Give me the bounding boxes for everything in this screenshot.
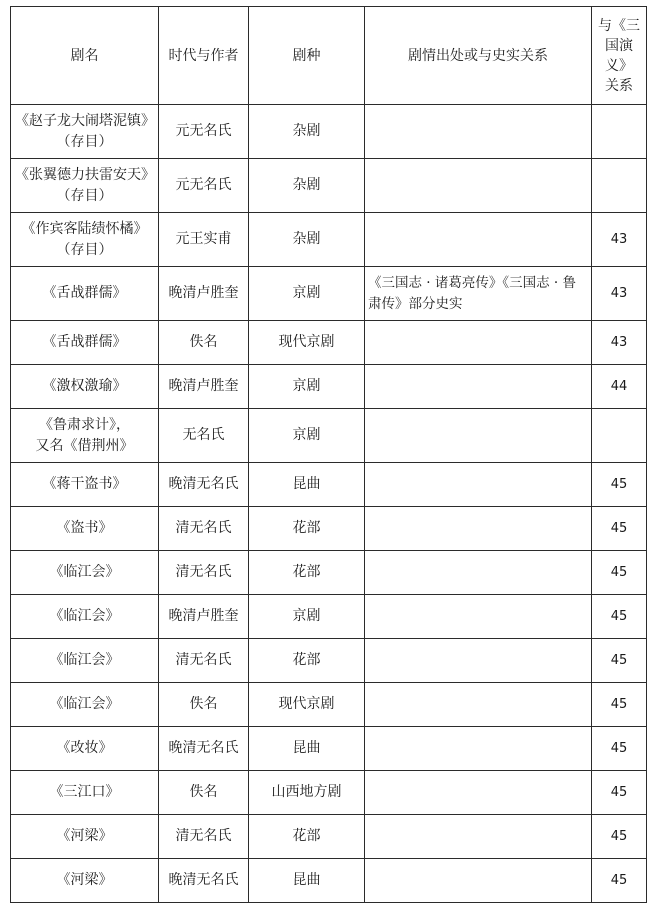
header-genre: 剧种: [249, 7, 365, 105]
cell-source: [365, 105, 592, 159]
cell-relation: 45: [592, 551, 647, 595]
cell-genre: 京剧: [249, 595, 365, 639]
cell-relation: [592, 105, 647, 159]
cell-author: 晚清无名氏: [159, 463, 249, 507]
cell-title: [11, 409, 159, 463]
cell-genre: 花部: [249, 639, 365, 683]
cell-author: 元无名氏: [159, 105, 249, 159]
header-relation-line: 国演: [605, 37, 633, 54]
cell-source: 《三国志 · 诸葛亮传》《三国志 · 鲁肃传》部分史实: [365, 267, 592, 321]
table-row: [11, 683, 647, 727]
cell-source: [365, 507, 592, 551]
title-line: 《张翼德力扶雷安天》: [15, 166, 155, 183]
header-relation: [592, 7, 647, 105]
table-row: [11, 267, 647, 321]
cell-relation: [592, 159, 647, 213]
cell-relation: 45: [592, 683, 647, 727]
cell-author: 元无名氏: [159, 159, 249, 213]
cell-title: 《激权激瑜》: [11, 365, 159, 409]
header-source: 剧情出处或与史实关系: [365, 7, 592, 105]
cell-author: 佚名: [159, 321, 249, 365]
cell-author: 佚名: [159, 683, 249, 727]
table-header-row: [11, 7, 647, 105]
cell-genre: 杂剧: [249, 159, 365, 213]
table-row: [11, 105, 647, 159]
table-row: [11, 595, 647, 639]
header-relation-line: 关系: [605, 77, 633, 94]
cell-relation: 45: [592, 771, 647, 815]
cell-title: [11, 159, 159, 213]
title-line: （存目）: [56, 241, 113, 258]
cell-relation: 45: [592, 859, 647, 903]
cell-relation: 43: [592, 213, 647, 267]
cell-source: [365, 639, 592, 683]
cell-relation: 44: [592, 365, 647, 409]
cell-author: 晚清无名氏: [159, 859, 249, 903]
cell-author: 清无名氏: [159, 815, 249, 859]
title-line: （存目）: [56, 133, 113, 150]
cell-source: [365, 859, 592, 903]
table-row: [11, 365, 647, 409]
cell-title: 《舌战群儒》: [11, 267, 159, 321]
cell-title: 《河梁》: [11, 815, 159, 859]
header-relation-line: 义》: [605, 57, 633, 74]
cell-genre: 昆曲: [249, 859, 365, 903]
cell-author: 清无名氏: [159, 639, 249, 683]
cell-genre: 花部: [249, 507, 365, 551]
table-row: [11, 321, 647, 365]
table-row: [11, 815, 647, 859]
cell-genre: 京剧: [249, 365, 365, 409]
cell-source: [365, 365, 592, 409]
cell-title: 《蒋干盗书》: [11, 463, 159, 507]
cell-relation: 45: [592, 463, 647, 507]
table-row: [11, 639, 647, 683]
cell-title: [11, 213, 159, 267]
cell-relation: 45: [592, 815, 647, 859]
cell-source: [365, 551, 592, 595]
table-row: [11, 727, 647, 771]
table-row: [11, 463, 647, 507]
table-row: [11, 771, 647, 815]
cell-title: 《临江会》: [11, 595, 159, 639]
cell-source: [365, 463, 592, 507]
cell-title: 《临江会》: [11, 639, 159, 683]
cell-source: [365, 213, 592, 267]
cell-author: 清无名氏: [159, 551, 249, 595]
table-row: [11, 213, 647, 267]
cell-title: [11, 105, 159, 159]
cell-title: 《舌战群儒》: [11, 321, 159, 365]
cell-source: [365, 815, 592, 859]
cell-genre: 花部: [249, 815, 365, 859]
cell-author: 晚清卢胜奎: [159, 267, 249, 321]
cell-title: 《河梁》: [11, 859, 159, 903]
cell-author: 晚清卢胜奎: [159, 365, 249, 409]
cell-title: 《改妆》: [11, 727, 159, 771]
cell-genre: 杂剧: [249, 213, 365, 267]
opera-table: [10, 6, 647, 903]
cell-title: 《临江会》: [11, 683, 159, 727]
cell-genre: 京剧: [249, 267, 365, 321]
cell-author: 无名氏: [159, 409, 249, 463]
cell-author: 佚名: [159, 771, 249, 815]
cell-title: 《盗书》: [11, 507, 159, 551]
table-row: [11, 159, 647, 213]
table-row: [11, 859, 647, 903]
header-title: 剧名: [11, 7, 159, 105]
cell-genre: 昆曲: [249, 463, 365, 507]
cell-source: [365, 595, 592, 639]
title-line: 又名《借荆州》: [35, 437, 134, 454]
cell-relation: 45: [592, 727, 647, 771]
cell-relation: 45: [592, 595, 647, 639]
cell-genre: 现代京剧: [249, 683, 365, 727]
cell-source: [365, 771, 592, 815]
header-author: 时代与作者: [159, 7, 249, 105]
title-line: 《鲁肃求计》，: [39, 416, 130, 433]
header-relation-line: 与《三: [598, 17, 640, 34]
cell-genre: 山西地方剧: [249, 771, 365, 815]
cell-relation: [592, 409, 647, 463]
cell-source: [365, 683, 592, 727]
title-line: 《赵子龙大闹塔泥镇》: [15, 112, 155, 129]
cell-genre: 现代京剧: [249, 321, 365, 365]
cell-relation: 43: [592, 267, 647, 321]
cell-genre: 京剧: [249, 409, 365, 463]
table-row: [11, 551, 647, 595]
cell-author: 元王实甫: [159, 213, 249, 267]
title-line: （存目）: [56, 187, 113, 204]
table-row: [11, 409, 647, 463]
cell-relation: 45: [592, 507, 647, 551]
cell-source: [365, 727, 592, 771]
cell-genre: 昆曲: [249, 727, 365, 771]
table-row: [11, 507, 647, 551]
cell-source: [365, 409, 592, 463]
cell-author: 清无名氏: [159, 507, 249, 551]
cell-genre: 花部: [249, 551, 365, 595]
cell-source: [365, 159, 592, 213]
cell-title: 《三江口》: [11, 771, 159, 815]
cell-title: 《临江会》: [11, 551, 159, 595]
cell-genre: 杂剧: [249, 105, 365, 159]
cell-relation: 45: [592, 639, 647, 683]
cell-relation: 43: [592, 321, 647, 365]
cell-author: 晚清卢胜奎: [159, 595, 249, 639]
cell-source: [365, 321, 592, 365]
title-line: 《作宾客陆绩怀橘》: [21, 220, 148, 237]
cell-author: 晚清无名氏: [159, 727, 249, 771]
